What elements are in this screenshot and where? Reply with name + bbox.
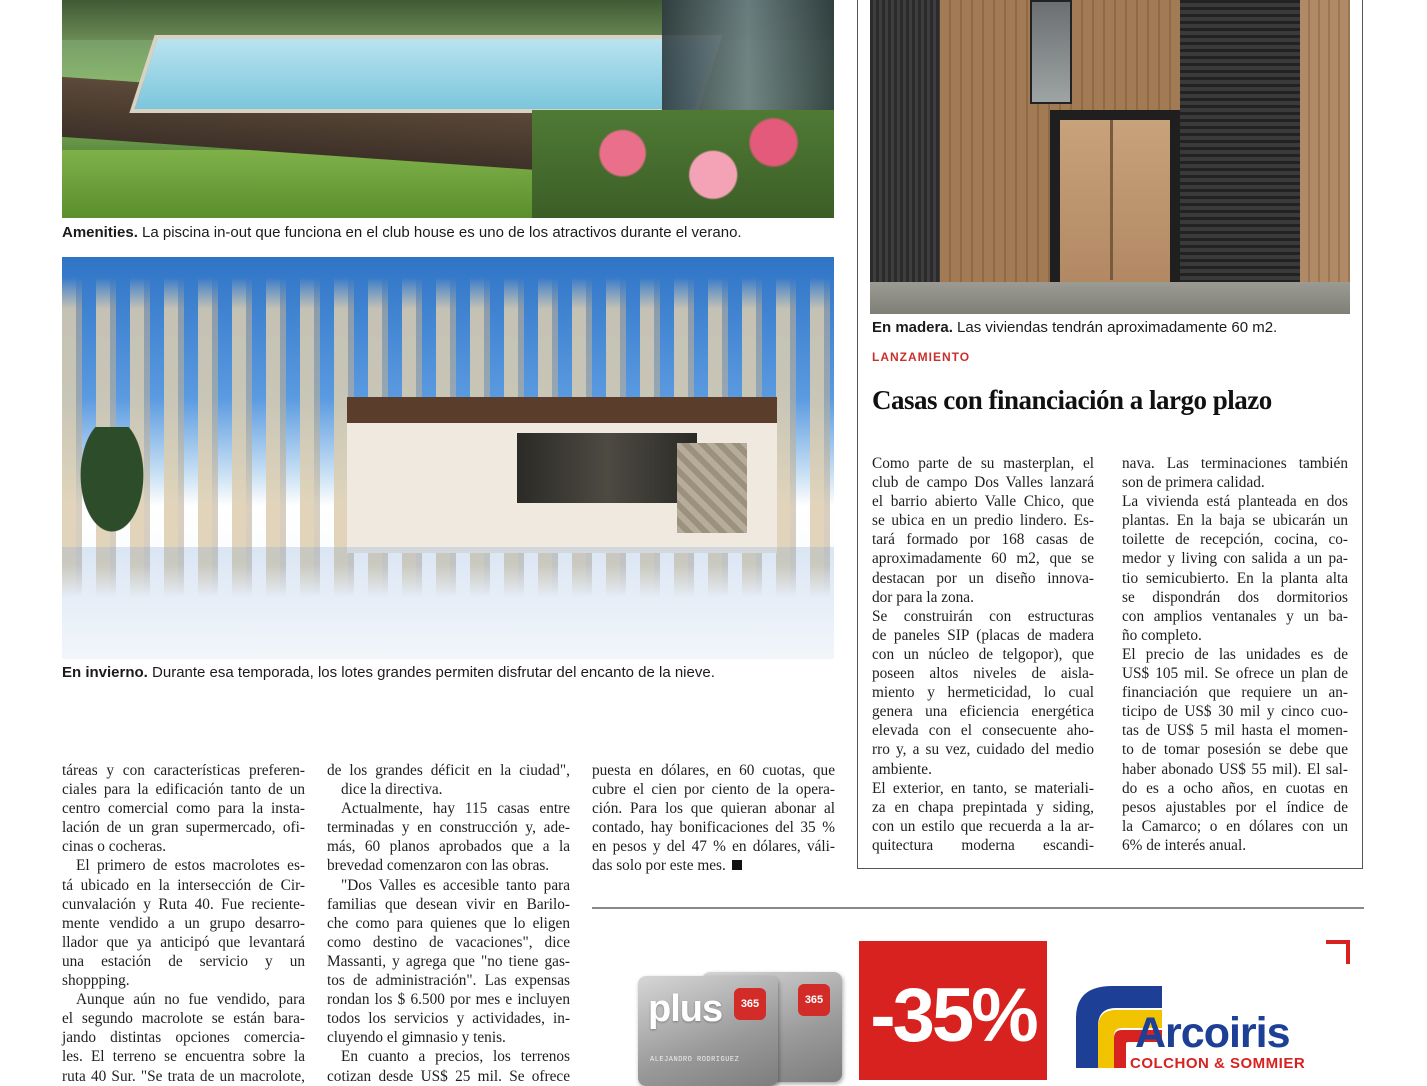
text-line: como destino de vacaciones", dice — [327, 933, 570, 951]
text-line: tas de US$ 5 mil hasta el momen- — [1122, 722, 1348, 740]
text-line: shoppping. — [62, 972, 130, 990]
snow-house-photo — [62, 257, 834, 659]
article-column-1 — [62, 761, 305, 1086]
text-line: che como para quienes que lo eligen — [327, 914, 570, 932]
end-of-article-square-icon — [732, 860, 742, 870]
text-line: rro y, a su vez, cuidado del medio — [872, 741, 1094, 759]
text-line: nava. Las terminaciones también — [1122, 455, 1348, 472]
article-column-2 — [327, 761, 570, 1086]
text-line: elevada con el consecuente aho- — [872, 722, 1094, 740]
text-line: club de campo Dos Valles lanzará — [872, 474, 1094, 492]
card-badge: 365 — [798, 984, 830, 1016]
text-line: la Camarco; o en dólares con un — [1122, 817, 1348, 835]
text-line: dor para la zona. — [872, 588, 974, 606]
text-line: con un núcleo de telgopor), que — [872, 645, 1094, 663]
text-line: puesta en dólares, en 60 cuotas, que — [592, 762, 835, 779]
card-holder-name: ALEJANDRO RODRIGUEZ — [650, 1056, 740, 1064]
text-line: brevedad comenzaron con las obras. — [327, 857, 550, 875]
text-line: tos de administración". Las expensas — [327, 972, 570, 990]
text-line: medor y living con salida a un pa- — [1122, 550, 1348, 568]
text-line: mente vendido a un grupo desarro- — [62, 914, 305, 932]
text-line: cubre el cien por ciento de la opera- — [592, 781, 835, 799]
text-line: con amplios ventanales y un ba- — [1122, 607, 1348, 625]
text-line: una estación de servicio y un — [62, 952, 305, 970]
text-line: de los grandes déficit en la ciudad", — [327, 762, 570, 779]
text-line: plantas. En la baja se ubicarán un — [1122, 512, 1348, 530]
wood-house-photo — [870, 0, 1350, 314]
text-line: tá ubicado en la intersección de Cir- — [62, 876, 305, 894]
text-line: de paneles SIP (placas de madera — [872, 626, 1094, 644]
ad-brand-name: Arcoiris — [1135, 1009, 1290, 1057]
text-line: ciales para la edificación tanto de un — [62, 781, 305, 799]
sidebar-column-1 — [872, 454, 1094, 855]
text-line: familias que desean vivir en Barilo- — [327, 895, 570, 913]
text-line: más, 60 planos aprobados que a la — [327, 838, 570, 856]
text-line: todos los servicios y actividades, in- — [327, 1010, 570, 1028]
card-brand: plus — [648, 988, 723, 1030]
text-line: US$ 105 mil. Se ofrece un plan de — [1122, 665, 1348, 683]
text-line: lación de un gran supermercado, ofi- — [62, 819, 305, 837]
text-line: centro comercial como para la insta- — [62, 800, 305, 818]
text-line: Se construirán con estructuras — [872, 607, 1094, 625]
text-line: do es a ocho años, en cuotas en — [1122, 779, 1348, 797]
sidebar-headline: Casas con financiación a largo plazo — [872, 385, 1272, 415]
text-line: contado, hay bonificaciones del 35 % — [592, 819, 835, 837]
text-line: se ubica en un predio lindero. Es- — [872, 512, 1094, 530]
text-line: to de tomar posesión se debe que — [1122, 741, 1348, 759]
ad-discount-block — [859, 941, 1047, 1080]
text-line: táreas y con características preferen- — [62, 762, 305, 779]
text-line: "Dos Valles es accesible tanto para — [341, 876, 570, 894]
snow-caption-label: En invierno. — [62, 664, 148, 681]
text-line-final — [592, 856, 835, 875]
text-line: ticipo de US$ 30 mil y cinco cuo- — [1122, 703, 1348, 721]
text-line: cotizan desde US$ 25 mil. Se ofrece — [327, 1067, 570, 1085]
text-line: llador que ya anticipó que levantará — [62, 933, 305, 951]
snow-caption-text: Durante esa temporada, los lotes grandes permiten disfrutar del encanto de la nieve. — [147, 664, 715, 681]
text-line: rondan los $ 6.500 por mes e incluyen — [327, 991, 570, 1009]
snow-caption — [62, 664, 715, 682]
text-line: genera una eficiencia energética — [872, 703, 1094, 721]
text-line: destacan por un diseño innova- — [872, 569, 1094, 587]
text-line: el barrio abierto Valle Chico, que — [872, 493, 1094, 511]
text-line: financiación que requiere un an- — [1122, 684, 1348, 702]
text-line: cluyendo el gimnasio y tenis. — [327, 1029, 506, 1047]
text-line: jando distintas opciones comercia- — [62, 1029, 305, 1047]
text-line: ruta 40 Sur. "Se trata de un macrolote, — [62, 1067, 305, 1085]
wood-caption-text: Las viviendas tendrán aproximadamente 60 m2. — [952, 319, 1278, 336]
text-line: Aunque aún no fue vendido, para — [76, 991, 305, 1009]
text-line: das solo por este mes. — [592, 857, 726, 875]
text-line: 6% de interés anual. — [1122, 836, 1247, 854]
text-line: za en chapa prepintada y siding, — [872, 798, 1094, 816]
card-badge: 365 — [734, 988, 766, 1020]
text-line: En cuanto a precios, los terrenos — [341, 1048, 570, 1066]
sidebar-kicker: LANZAMIENTO — [872, 350, 971, 364]
pool-photo — [62, 0, 834, 218]
ad-discount-text: -35% — [870, 973, 1036, 1058]
text-line: cinas o cocheras. — [62, 838, 167, 856]
pool-caption-text: La piscina in-out que funciona en el club house es uno de los atractivos durante el verano. — [137, 224, 742, 241]
ad-corner-mark — [1346, 940, 1350, 964]
pool-caption-label: Amenities. — [62, 224, 138, 241]
text-line: ambiente. — [872, 760, 932, 778]
text-line: con un estilo que recuerda a la ar- — [872, 817, 1094, 835]
text-line: El precio de las unidades es de — [1122, 645, 1348, 663]
text-line: dice la directiva. — [341, 781, 443, 799]
text-line: miento y hermeticidad, lo cual — [872, 684, 1094, 702]
text-line: poseen altos niveles de aisla- — [872, 665, 1094, 683]
text-line: se dispondrán dos dormitorios — [1122, 588, 1348, 606]
text-line: tio semicubierto. En la planta alta — [1122, 569, 1348, 587]
ad-brand-subtitle: COLCHON & SOMMIER — [1130, 1055, 1306, 1072]
text-line: tará formado por 168 casas de — [872, 531, 1094, 549]
text-line: Como parte de su masterplan, el — [872, 455, 1094, 472]
article-column-3 — [592, 761, 835, 876]
text-line: son de primera calidad. — [1122, 474, 1265, 492]
pool-caption — [62, 224, 742, 242]
text-line: aproximadamente 60 m2, que se — [872, 550, 1094, 568]
text-line: El primero de estos macrolotes es- — [76, 857, 305, 875]
text-line: La vivienda está planteada en dos — [1122, 493, 1348, 511]
wood-caption-label: En madera. — [872, 319, 953, 336]
text-line: haber abonado US$ 55 mil). El sal- — [1122, 760, 1348, 778]
text-line: ño completo. — [1122, 626, 1202, 644]
text-line: pesos ajustables por el índice de — [1122, 798, 1348, 816]
text-line: terminadas y en construcción y, ade- — [327, 819, 570, 837]
text-line: El exterior, en tanto, se materiali- — [872, 779, 1094, 797]
text-line: Massanti, y agrega que "no tiene gas- — [327, 952, 570, 970]
credit-card-front-icon — [638, 976, 778, 1086]
ad-credit-cards — [632, 968, 847, 1080]
text-line: el segundo macrolote se están bara- — [62, 1010, 305, 1028]
wood-caption — [872, 319, 1277, 337]
text-line: les. El terreno se encuentra sobre la — [62, 1048, 305, 1066]
text-line: cunvalación y Ruta 40. Fue reciente- — [62, 895, 305, 913]
ad-divider-rule — [592, 907, 1364, 909]
text-line: en pesos y del 47 % en dólares, váli- — [592, 838, 835, 856]
sidebar-column-2 — [1122, 454, 1348, 855]
text-line: Actualmente, hay 115 casas entre — [341, 800, 570, 818]
text-line: ción. Para los que quieran abonar al — [592, 800, 835, 818]
text-line: quitectura moderna escandi- — [872, 836, 1094, 854]
text-line: toilette de recepción, cocina, co- — [1122, 531, 1348, 549]
